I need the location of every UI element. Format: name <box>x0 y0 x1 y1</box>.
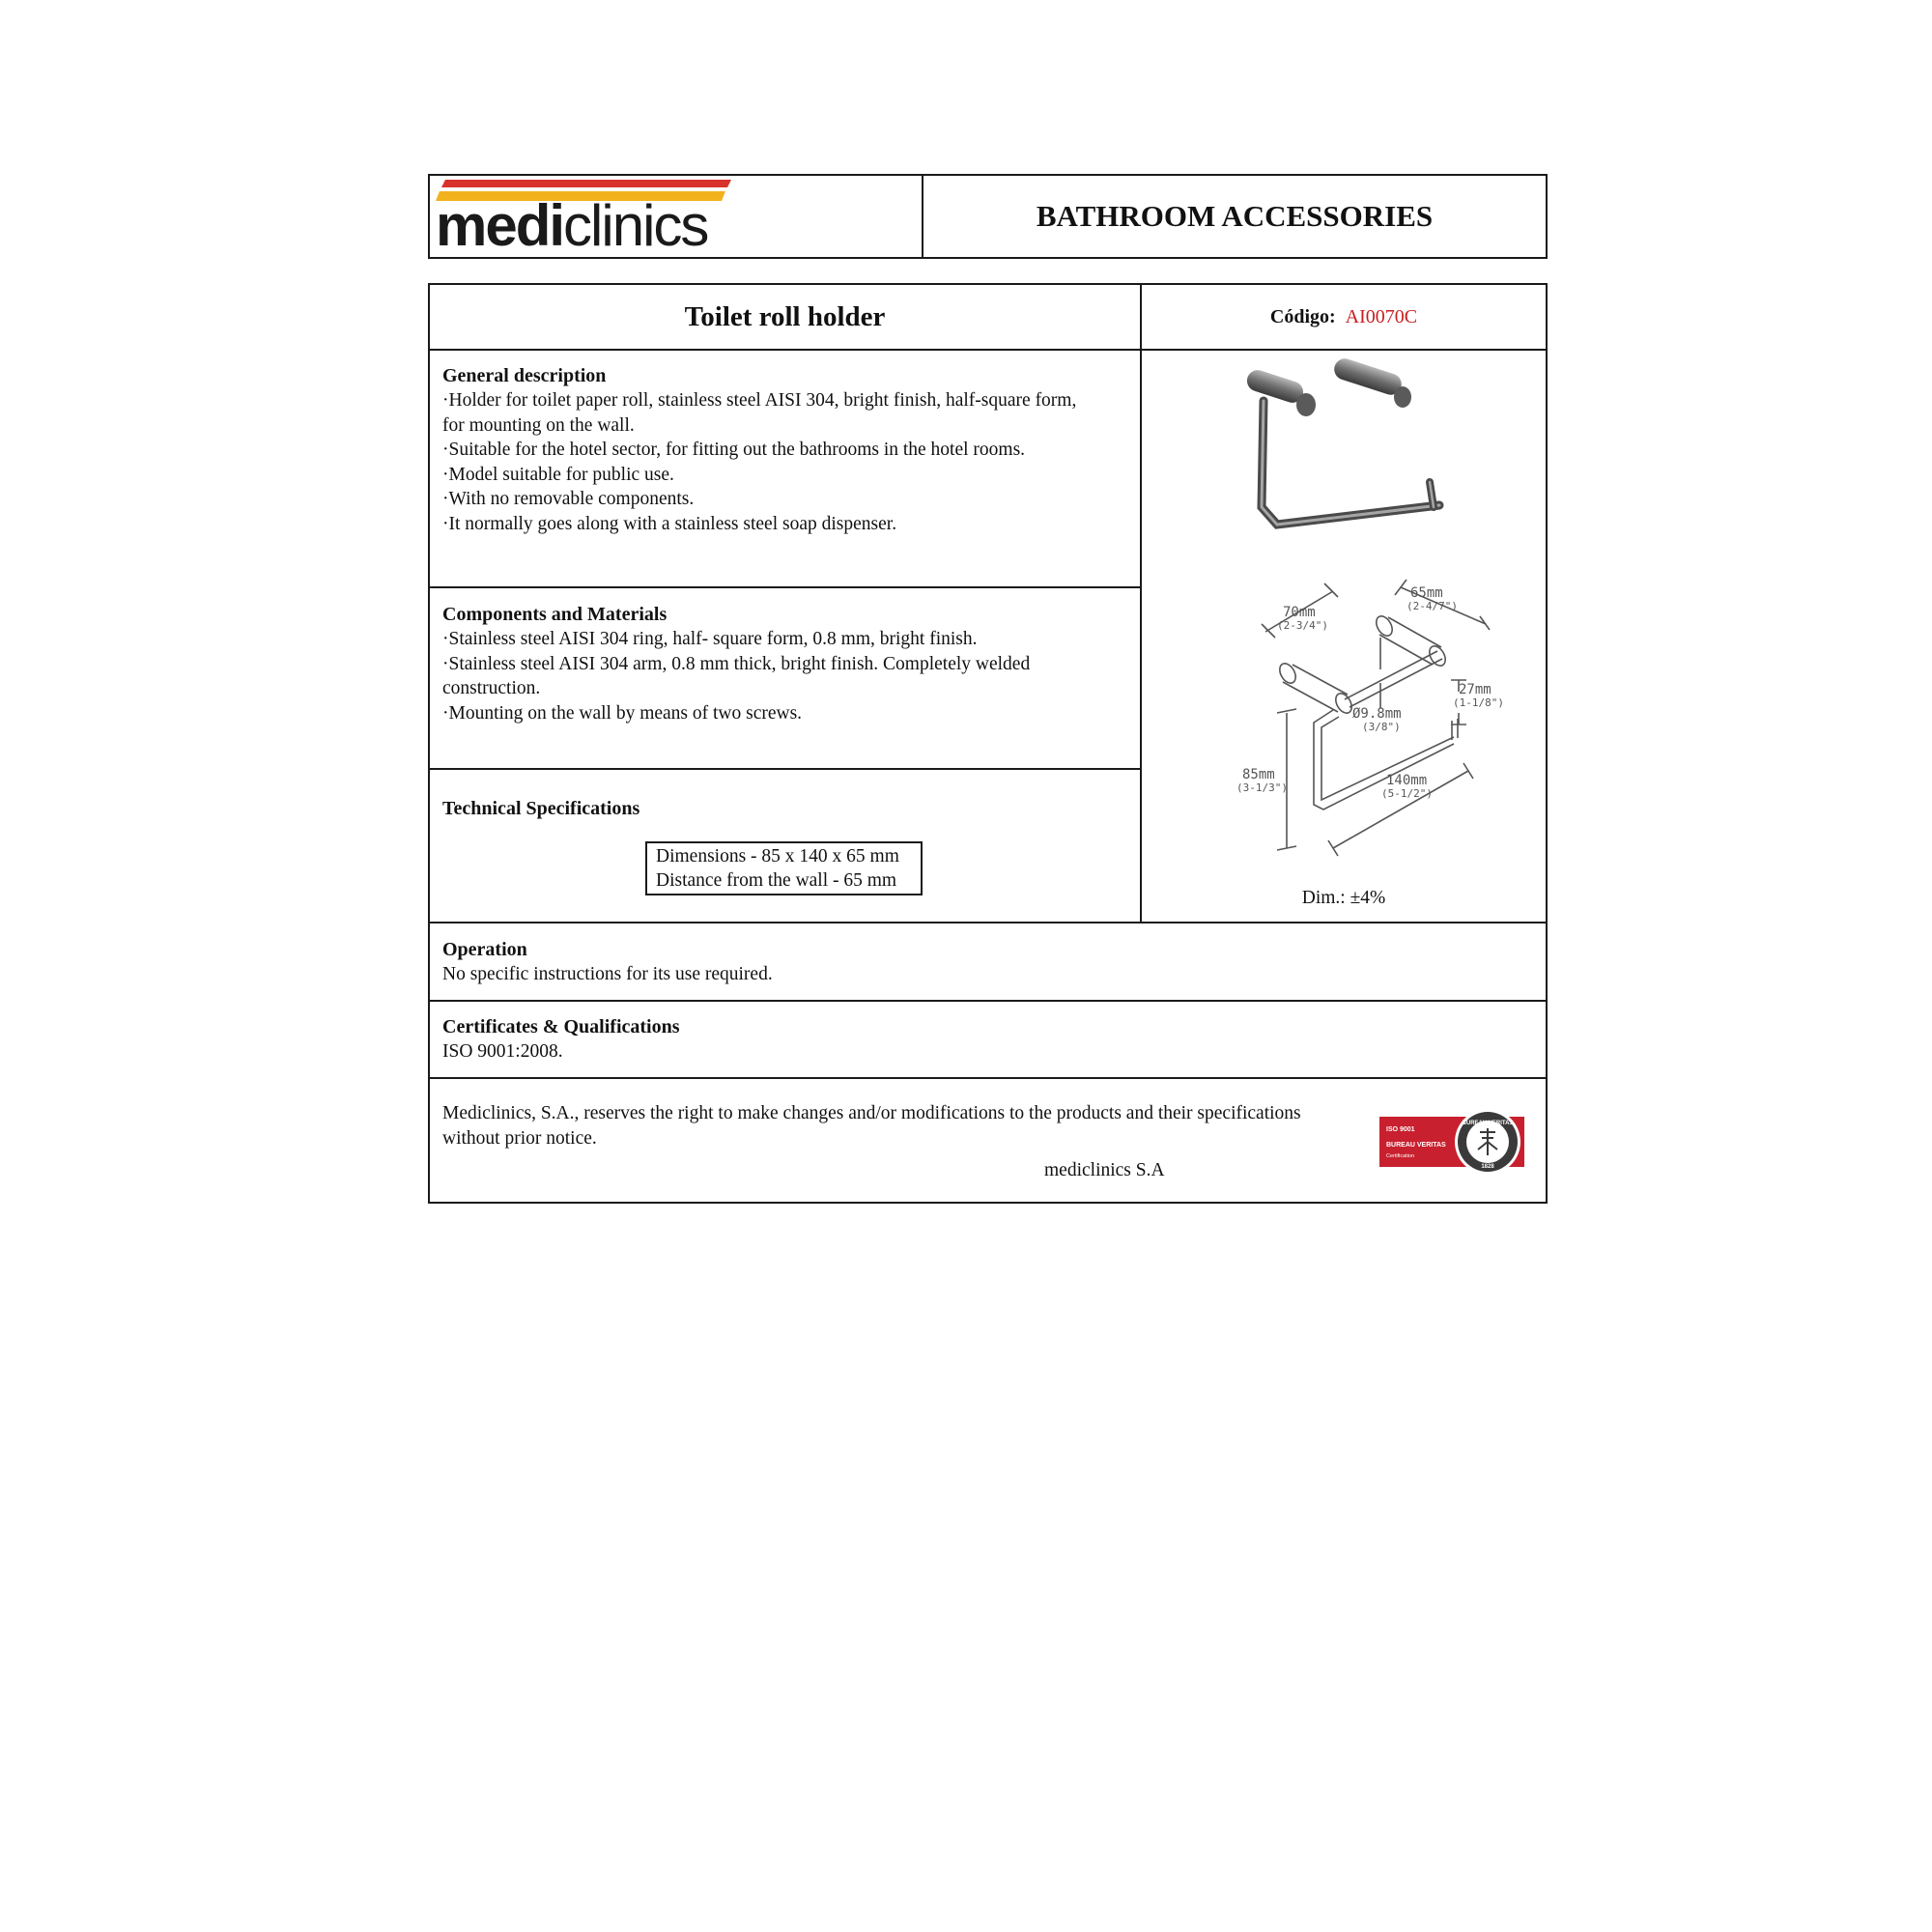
dim-85-label: 85mm <box>1242 767 1275 782</box>
badge-bv-text: BUREAU VERITAS <box>1386 1142 1446 1149</box>
general-description-text <box>442 388 1076 536</box>
product-title: Toilet roll holder <box>684 300 886 332</box>
header-title: BATHROOM ACCESSORIES <box>1036 199 1434 233</box>
seal-year-text: 1828 <box>1481 1164 1494 1170</box>
dim-140-label: 140mm <box>1386 773 1428 788</box>
description-line: for mounting on the wall. <box>442 414 635 436</box>
technical-drawing <box>1179 568 1504 858</box>
dim-65-label: 65mm <box>1410 585 1443 601</box>
product-code <box>1142 285 1546 349</box>
spec-row-dimensions: Dimensions - 85 x 140 x 65 mm <box>656 846 899 867</box>
description-divider <box>430 586 1140 588</box>
column-divider <box>1140 285 1142 922</box>
logo-wordmark: mediclinics <box>436 193 708 258</box>
components-line: ·Mounting on the wall by means of two screws. <box>442 702 803 724</box>
mediclinics-logo <box>434 178 733 258</box>
operation-text: No specific instructions for its use required. <box>442 964 773 984</box>
components-line: construction. <box>442 678 541 698</box>
product-sheet <box>428 283 1548 1204</box>
components-line: ·Stainless steel AISI 304 arm, 0.8 mm thick, bright finish. Completely welded <box>442 653 1031 674</box>
dimension-tolerance: Dim.: ±4% <box>1301 888 1386 908</box>
certificates-text: ISO 9001:2008. <box>442 1041 563 1062</box>
dim-70-label: 70mm <box>1283 605 1316 620</box>
description-line: ·Model suitable for public use. <box>442 464 674 485</box>
description-line: ·It normally goes along with a stainless steel soap dispenser. <box>442 513 897 534</box>
code-value: AI0070C <box>1345 305 1418 327</box>
footer-notice-line: without prior notice. <box>442 1127 597 1149</box>
spec-table <box>645 841 923 895</box>
title-row-divider <box>430 349 1546 351</box>
technical-divider <box>430 922 1546 923</box>
code-label: Código: <box>1269 305 1336 327</box>
dim-diameter-label: Ø9.8mm <box>1352 706 1402 722</box>
description-line: ·With no removable components. <box>442 489 695 509</box>
operation-title: Operation <box>442 939 527 960</box>
dim-85-inch-label: (3-1/3") <box>1236 781 1288 794</box>
badge-iso-text: ISO 9001 <box>1386 1126 1415 1133</box>
dim-27-inch-label: (1-1/8") <box>1453 696 1504 709</box>
general-description-title: General description <box>442 365 607 386</box>
description-line: ·Holder for toilet paper roll, stainless steel AISI 304, bright finish, half-square form, <box>442 390 1077 411</box>
product-photo <box>1227 362 1468 546</box>
footer-notice <box>442 1101 1301 1151</box>
company-signature: mediclinics S.A <box>1044 1160 1165 1180</box>
description-line: ·Suitable for the hotel sector, for fitting out the bathrooms in the hotel rooms. <box>442 440 1026 460</box>
bureau-veritas-badge <box>1379 1107 1524 1175</box>
dim-diameter-inch-label: (3/8") <box>1362 721 1401 733</box>
dim-65-inch-label: (2-4/7") <box>1406 600 1458 612</box>
operation-divider <box>430 1000 1546 1002</box>
spec-row-wall-distance: Distance from the wall - 65 mm <box>656 870 897 891</box>
dim-70-inch-label: (2-3/4") <box>1277 619 1328 632</box>
certificates-title: Certificates & Qualifications <box>442 1016 680 1037</box>
header-box <box>428 174 1548 259</box>
footer-notice-line: Mediclinics, S.A., reserves the right to make changes and/or modifications to the products and their specifications <box>442 1103 1301 1123</box>
dim-140-inch-label: (5-1/2") <box>1381 787 1433 800</box>
certificates-divider <box>430 1077 1546 1079</box>
components-divider <box>430 768 1140 770</box>
technical-title: Technical Specifications <box>442 798 640 819</box>
components-title: Components and Materials <box>442 604 668 625</box>
components-line: ·Stainless steel AISI 304 ring, half- square form, 0.8 mm, bright finish. <box>442 629 978 649</box>
badge-cert-text: Certification <box>1386 1153 1415 1159</box>
dim-27-label: 27mm <box>1459 682 1492 697</box>
seal-top-text: BUREAU VERITAS <box>1462 1121 1514 1126</box>
components-text <box>442 627 1030 725</box>
